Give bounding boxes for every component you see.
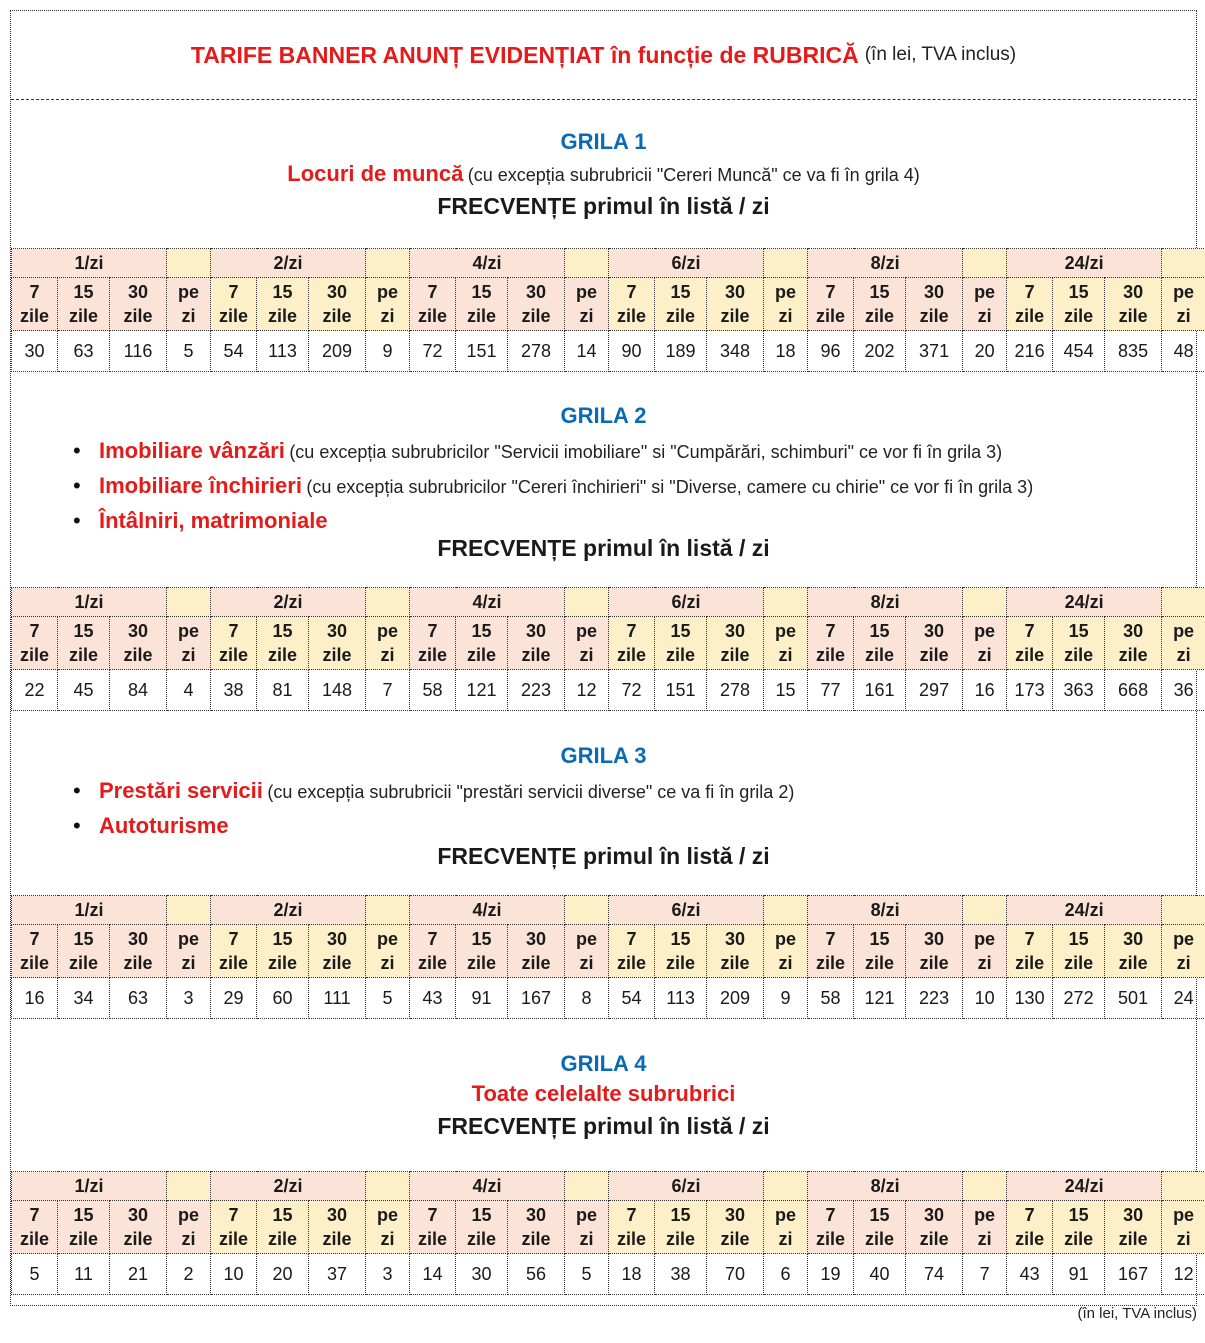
column-label: pe zi: [565, 925, 609, 978]
column-label: pe zi: [1162, 925, 1205, 978]
column-label: 15 zile: [854, 617, 906, 670]
column-label: 30 zile: [309, 278, 366, 331]
price-cell: 72: [609, 670, 655, 711]
category-line: [11, 161, 1196, 187]
category-item: [73, 435, 1033, 470]
price-cell: 272: [1053, 978, 1105, 1019]
price-cell: 16: [12, 978, 58, 1019]
column-label: 30 zile: [508, 278, 565, 331]
price-cell: 4: [167, 670, 211, 711]
column-label: 7 zile: [211, 617, 257, 670]
price-cell: 20: [257, 1254, 309, 1295]
column-label: 15 zile: [854, 925, 906, 978]
price-cell: 14: [410, 1254, 456, 1295]
column-label: pe zi: [366, 278, 410, 331]
price-cell: 84: [110, 670, 167, 711]
column-label: pe zi: [764, 1201, 808, 1254]
column-label: 30 zile: [110, 278, 167, 331]
price-cell: 19: [808, 1254, 854, 1295]
column-label: 30 zile: [1105, 1201, 1162, 1254]
period-header: 6/zi: [609, 896, 764, 925]
period-header: 4/zi: [410, 1172, 565, 1201]
column-label: 15 zile: [58, 617, 110, 670]
title-note: (în lei, TVA inclus): [864, 44, 1017, 65]
period-spacer: [167, 896, 211, 925]
price-cell: 38: [211, 670, 257, 711]
price-cell: 167: [508, 978, 565, 1019]
column-label: 7 zile: [808, 925, 854, 978]
column-label: 30 zile: [906, 278, 963, 331]
price-cell: 111: [309, 978, 366, 1019]
period-spacer: [565, 249, 609, 278]
column-label: 7 zile: [12, 925, 58, 978]
period-header: 1/zi: [12, 896, 167, 925]
column-label: 30 zile: [508, 1201, 565, 1254]
column-label: 30 zile: [1105, 617, 1162, 670]
period-header: 2/zi: [211, 896, 366, 925]
column-label: pe zi: [1162, 617, 1205, 670]
column-label: pe zi: [764, 278, 808, 331]
grila-title: GRILA 3: [560, 743, 647, 768]
price-cell: 29: [211, 978, 257, 1019]
column-label: 7 zile: [410, 278, 456, 331]
column-label: 30 zile: [1105, 278, 1162, 331]
column-label: 15 zile: [1053, 1201, 1105, 1254]
column-label: pe zi: [167, 617, 211, 670]
period-header: 6/zi: [609, 1172, 764, 1201]
category-name: Prestări servicii: [99, 778, 263, 803]
period-header: 8/zi: [808, 1172, 963, 1201]
price-cell: 15: [764, 670, 808, 711]
price-cell: 10: [963, 978, 1007, 1019]
column-label: 7 zile: [1007, 617, 1053, 670]
column-label: pe zi: [565, 1201, 609, 1254]
section-2-header: [11, 403, 1196, 429]
period-spacer: [764, 896, 808, 925]
period-header: 2/zi: [211, 249, 366, 278]
price-cell: 209: [309, 331, 366, 372]
column-label: 15 zile: [456, 278, 508, 331]
price-table-grila-1: [11, 248, 1205, 372]
frequency-label: FRECVENȚE primul în listă / zi: [437, 1113, 770, 1139]
price-cell: 14: [565, 331, 609, 372]
column-label: pe zi: [1162, 1201, 1205, 1254]
section-2-categories: [73, 435, 1033, 540]
column-label: 7 zile: [609, 617, 655, 670]
period-header: 4/zi: [410, 249, 565, 278]
price-cell: 363: [1053, 670, 1105, 711]
price-cell: 54: [609, 978, 655, 1019]
price-cell: 348: [707, 331, 764, 372]
period-spacer: [167, 588, 211, 617]
price-cell: 91: [1053, 1254, 1105, 1295]
column-label: 30 zile: [707, 1201, 764, 1254]
column-label: 7 zile: [808, 278, 854, 331]
section-1-header: [11, 129, 1196, 220]
column-label: 15 zile: [257, 278, 309, 331]
price-cell: 60: [257, 978, 309, 1019]
column-label: 7 zile: [410, 1201, 456, 1254]
column-label: 7 zile: [12, 617, 58, 670]
price-cell: 7: [963, 1254, 1007, 1295]
category-name: Toate celelalte subrubrici: [471, 1081, 736, 1106]
column-label: 30 zile: [906, 617, 963, 670]
price-cell: 12: [565, 670, 609, 711]
column-label: 7 zile: [808, 617, 854, 670]
column-label: 30 zile: [707, 617, 764, 670]
category-name: Imobiliare vânzări: [99, 438, 285, 463]
price-cell: 56: [508, 1254, 565, 1295]
period-spacer: [1162, 249, 1205, 278]
category-note: (cu excepția subrubricii "Cereri Muncă" ce va fi în grila 4): [467, 165, 920, 185]
price-cell: 90: [609, 331, 655, 372]
column-label: pe zi: [366, 925, 410, 978]
price-cell: 121: [854, 978, 906, 1019]
column-label: 30 zile: [110, 617, 167, 670]
period-header: 8/zi: [808, 249, 963, 278]
period-spacer: [764, 249, 808, 278]
price-cell: 63: [110, 978, 167, 1019]
price-cell: 22: [12, 670, 58, 711]
period-header: 6/zi: [609, 588, 764, 617]
price-cell: 3: [366, 1254, 410, 1295]
price-cell: 5: [565, 1254, 609, 1295]
column-label: pe zi: [366, 1201, 410, 1254]
price-cell: 216: [1007, 331, 1053, 372]
price-cell: 3: [167, 978, 211, 1019]
price-cell: 167: [1105, 1254, 1162, 1295]
column-label: 7 zile: [12, 1201, 58, 1254]
price-cell: 278: [707, 670, 764, 711]
price-cell: 161: [854, 670, 906, 711]
price-cell: 20: [963, 331, 1007, 372]
price-cell: 11: [58, 1254, 110, 1295]
column-label: 15 zile: [58, 278, 110, 331]
section-3-header: [11, 743, 1196, 769]
column-label: 15 zile: [1053, 278, 1105, 331]
price-cell: 16: [963, 670, 1007, 711]
column-label: 30 zile: [707, 278, 764, 331]
category-item: [73, 470, 1033, 505]
price-cell: 40: [854, 1254, 906, 1295]
column-label: pe zi: [565, 278, 609, 331]
price-cell: 43: [410, 978, 456, 1019]
column-label: 7 zile: [410, 925, 456, 978]
column-label: 7 zile: [410, 617, 456, 670]
column-label: pe zi: [963, 617, 1007, 670]
price-cell: 18: [609, 1254, 655, 1295]
period-header: 8/zi: [808, 588, 963, 617]
period-spacer: [1162, 896, 1205, 925]
period-spacer: [366, 249, 410, 278]
column-label: 15 zile: [655, 925, 707, 978]
column-label: pe zi: [764, 925, 808, 978]
column-label: 15 zile: [1053, 925, 1105, 978]
price-cell: 34: [58, 978, 110, 1019]
price-cell: 835: [1105, 331, 1162, 372]
column-label: 15 zile: [655, 617, 707, 670]
price-cell: 454: [1053, 331, 1105, 372]
price-cell: 7: [366, 670, 410, 711]
period-header: 24/zi: [1007, 1172, 1162, 1201]
column-label: 30 zile: [508, 925, 565, 978]
period-spacer: [963, 588, 1007, 617]
column-label: 7 zile: [1007, 278, 1053, 331]
column-label: pe zi: [963, 1201, 1007, 1254]
period-spacer: [366, 1172, 410, 1201]
price-cell: 63: [58, 331, 110, 372]
category-item: [73, 810, 794, 845]
column-label: 7 zile: [12, 278, 58, 331]
period-spacer: [565, 896, 609, 925]
period-header: 2/zi: [211, 588, 366, 617]
price-cell: 130: [1007, 978, 1053, 1019]
price-cell: 121: [456, 670, 508, 711]
column-label: 15 zile: [257, 925, 309, 978]
period-header: 4/zi: [410, 588, 565, 617]
period-spacer: [167, 1172, 211, 1201]
column-label: 30 zile: [906, 1201, 963, 1254]
price-cell: 223: [508, 670, 565, 711]
price-cell: 5: [12, 1254, 58, 1295]
price-cell: 30: [456, 1254, 508, 1295]
column-label: 30 zile: [309, 617, 366, 670]
column-label: 7 zile: [609, 278, 655, 331]
column-label: pe zi: [167, 925, 211, 978]
column-label: 15 zile: [58, 1201, 110, 1254]
period-header: 1/zi: [12, 249, 167, 278]
period-spacer: [565, 1172, 609, 1201]
period-header: 4/zi: [410, 896, 565, 925]
category-note: (cu excepția subrubricilor "Servicii imobiliare" si "Cumpărări, schimburi" ce vor fi în grila 3): [289, 442, 1003, 462]
column-label: pe zi: [1162, 278, 1205, 331]
category-name: Locuri de muncă: [287, 161, 464, 186]
period-header: 24/zi: [1007, 249, 1162, 278]
footnote: (în lei, TVA inclus): [1077, 1305, 1197, 1322]
column-label: pe zi: [565, 617, 609, 670]
period-spacer: [167, 249, 211, 278]
column-label: 15 zile: [854, 278, 906, 331]
column-label: 30 zile: [309, 925, 366, 978]
price-cell: 5: [167, 331, 211, 372]
category-name: Imobiliare închirieri: [99, 473, 302, 498]
column-label: pe zi: [963, 925, 1007, 978]
column-label: 7 zile: [609, 925, 655, 978]
column-label: pe zi: [167, 278, 211, 331]
section-4-header: [11, 1051, 1196, 1140]
price-cell: 12: [1162, 1254, 1205, 1295]
column-label: 15 zile: [854, 1201, 906, 1254]
price-table-grila-4: [11, 1171, 1205, 1295]
period-spacer: [1162, 1172, 1205, 1201]
price-cell: 668: [1105, 670, 1162, 711]
price-cell: 223: [906, 978, 963, 1019]
section-3-categories: [73, 775, 794, 845]
grila-title: GRILA 4: [560, 1051, 647, 1076]
frequency-label: FRECVENȚE primul în listă / zi: [437, 843, 770, 869]
frequency-label: FRECVENȚE primul în listă / zi: [437, 193, 770, 219]
column-label: 7 zile: [609, 1201, 655, 1254]
price-cell: 189: [655, 331, 707, 372]
column-label: 7 zile: [808, 1201, 854, 1254]
price-cell: 43: [1007, 1254, 1053, 1295]
column-label: 30 zile: [110, 1201, 167, 1254]
column-label: 7 zile: [1007, 925, 1053, 978]
period-header: 6/zi: [609, 249, 764, 278]
period-spacer: [366, 588, 410, 617]
period-header: 8/zi: [808, 896, 963, 925]
page-title: TARIFE BANNER ANUNȚ EVIDENȚIAT în funcție de RUBRICĂ: [190, 41, 859, 68]
column-label: 15 zile: [655, 278, 707, 331]
period-header: 1/zi: [12, 1172, 167, 1201]
price-cell: 151: [456, 331, 508, 372]
category-note: (cu excepția subrubricii "prestări servicii diverse" ce va fi în grila 2): [267, 782, 795, 802]
price-cell: 30: [12, 331, 58, 372]
price-cell: 173: [1007, 670, 1053, 711]
price-cell: 6: [764, 1254, 808, 1295]
column-label: 7 zile: [211, 925, 257, 978]
price-cell: 38: [655, 1254, 707, 1295]
period-header: 24/zi: [1007, 896, 1162, 925]
column-label: pe zi: [366, 617, 410, 670]
category-line: [11, 1081, 1196, 1107]
column-label: 7 zile: [211, 278, 257, 331]
price-cell: 58: [410, 670, 456, 711]
price-cell: 77: [808, 670, 854, 711]
period-header: 24/zi: [1007, 588, 1162, 617]
price-cell: 2: [167, 1254, 211, 1295]
price-cell: 9: [764, 978, 808, 1019]
column-label: 15 zile: [1053, 617, 1105, 670]
column-label: 30 zile: [906, 925, 963, 978]
category-item: [73, 775, 794, 810]
frequency-label: FRECVENȚE primul în listă / zi: [437, 535, 770, 561]
price-cell: 24: [1162, 978, 1205, 1019]
column-label: 15 zile: [456, 617, 508, 670]
column-label: 7 zile: [211, 1201, 257, 1254]
title-row: [11, 11, 1196, 100]
price-cell: 54: [211, 331, 257, 372]
period-spacer: [764, 588, 808, 617]
price-cell: 21: [110, 1254, 167, 1295]
column-label: 15 zile: [257, 617, 309, 670]
price-cell: 297: [906, 670, 963, 711]
column-label: 15 zile: [58, 925, 110, 978]
column-label: 15 zile: [257, 1201, 309, 1254]
price-cell: 10: [211, 1254, 257, 1295]
price-cell: 151: [655, 670, 707, 711]
tariff-sheet: [10, 10, 1197, 1306]
column-label: 15 zile: [655, 1201, 707, 1254]
price-cell: 74: [906, 1254, 963, 1295]
price-table-grila-2: [11, 587, 1205, 711]
price-cell: 96: [808, 331, 854, 372]
column-label: pe zi: [167, 1201, 211, 1254]
price-cell: 48: [1162, 331, 1205, 372]
column-label: 30 zile: [707, 925, 764, 978]
column-label: pe zi: [764, 617, 808, 670]
period-header: 2/zi: [211, 1172, 366, 1201]
price-cell: 113: [655, 978, 707, 1019]
price-cell: 91: [456, 978, 508, 1019]
price-cell: 58: [808, 978, 854, 1019]
column-label: 15 zile: [456, 925, 508, 978]
price-table-grila-3: [11, 895, 1205, 1019]
price-cell: 148: [309, 670, 366, 711]
category-name: Autoturisme: [99, 813, 229, 838]
price-cell: 70: [707, 1254, 764, 1295]
column-label: 30 zile: [309, 1201, 366, 1254]
period-spacer: [565, 588, 609, 617]
price-cell: 36: [1162, 670, 1205, 711]
period-header: 1/zi: [12, 588, 167, 617]
column-label: 30 zile: [508, 617, 565, 670]
price-cell: 18: [764, 331, 808, 372]
period-spacer: [963, 249, 1007, 278]
price-cell: 501: [1105, 978, 1162, 1019]
price-cell: 45: [58, 670, 110, 711]
category-name: Întâlniri, matrimoniale: [99, 508, 328, 533]
price-cell: 5: [366, 978, 410, 1019]
price-cell: 202: [854, 331, 906, 372]
period-spacer: [764, 1172, 808, 1201]
column-label: 30 zile: [1105, 925, 1162, 978]
category-note: (cu excepția subrubricilor "Cereri închirieri" si "Diverse, camere cu chirie" ce vor fi în grila 3): [306, 477, 1034, 497]
column-label: pe zi: [963, 278, 1007, 331]
price-cell: 209: [707, 978, 764, 1019]
grila-title: GRILA 2: [560, 403, 647, 428]
price-cell: 72: [410, 331, 456, 372]
price-cell: 113: [257, 331, 309, 372]
period-spacer: [1162, 588, 1205, 617]
column-label: 15 zile: [456, 1201, 508, 1254]
price-cell: 116: [110, 331, 167, 372]
column-label: 7 zile: [1007, 1201, 1053, 1254]
column-label: 30 zile: [110, 925, 167, 978]
price-cell: 8: [565, 978, 609, 1019]
period-spacer: [963, 1172, 1007, 1201]
period-spacer: [366, 896, 410, 925]
price-cell: 37: [309, 1254, 366, 1295]
price-cell: 278: [508, 331, 565, 372]
price-cell: 9: [366, 331, 410, 372]
price-cell: 81: [257, 670, 309, 711]
period-spacer: [963, 896, 1007, 925]
price-cell: 371: [906, 331, 963, 372]
grila-title: GRILA 1: [560, 129, 647, 154]
